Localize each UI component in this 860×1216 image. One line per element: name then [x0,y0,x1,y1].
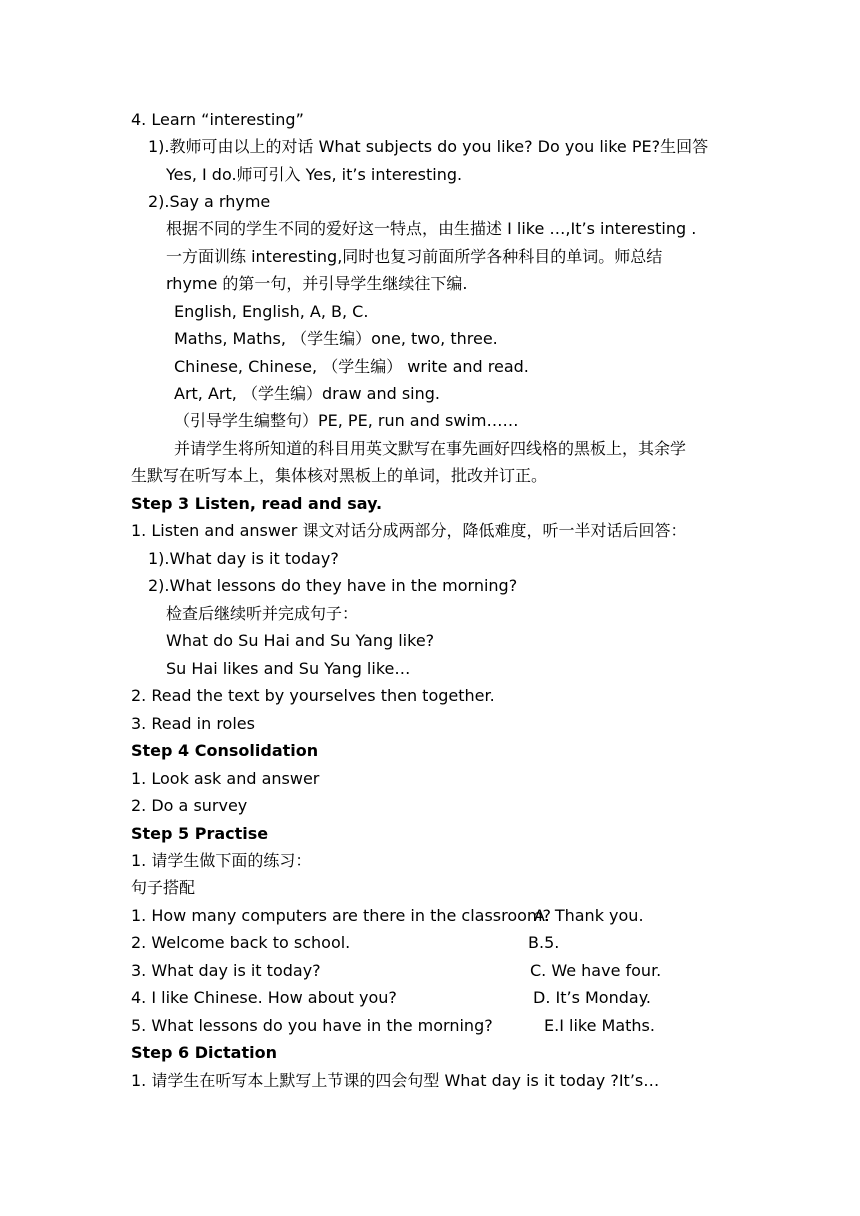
step-3-question-1: 1).What day is it today? [148,549,339,568]
step-4-item-1: 1. Look ask and answer [131,769,320,788]
step-5-heading: Step 5 Practise [131,824,269,843]
step-3-question-2: 2).What lessons do they have in the morning? [148,576,518,595]
step-5-label: 句子搭配 [131,878,196,897]
rhyme-line: English, English, A, B, C. [174,302,369,321]
step-4-heading: Step 4 Consolidation [131,741,319,760]
section-4-note-line-2: 生默写在听写本上，集体核对黑板上的单词，批改并订正。 [131,466,548,485]
section-4-point-2-line-2: 一方面训练 interesting,同时也复习前面所学各种科目的单词。师总结 [166,247,663,266]
section-4-note-line-1: 并请学生将所知道的科目用英文默写在事先画好四线格的黑板上，其余学 [174,439,687,458]
step-3-item-1: 1. Listen and answer 课文对话分成两部分，降低难度，听一半对话后回答： [131,521,687,540]
step-3-sentence-1: What do Su Hai and Su Yang like? [166,631,435,650]
section-4-heading: 4. Learn “interesting” [131,110,304,129]
step-6-heading: Step 6 Dictation [131,1043,277,1062]
rhyme-line: Art, Art, （学生编）draw and sing. [174,384,441,403]
step-5-item-1: 1. 请学生做下面的练习： [131,851,312,870]
step-3-item-2: 2. Read the text by yourselves then together. [131,686,495,705]
rhyme-line: Maths, Maths, （学生编）one, two, three. [174,329,498,348]
rhyme-line: （引导学生编整句）PE, PE, run and swim…… [174,411,519,430]
section-4-point-1-line-2: Yes, I do.师可引入 Yes, it’s interesting. [166,165,463,184]
step-6-item-1: 1. 请学生在听写本上默写上节课的四会句型 What day is it today ?It’s… [131,1071,660,1090]
matching-answer: C. We have four. [530,961,662,980]
matching-question: 3. What day is it today? [131,961,321,980]
matching-question: 4. I like Chinese. How about you? [131,988,397,1007]
section-4-point-2-line-3: rhyme 的第一句，并引导学生继续往下编. [166,274,468,293]
matching-question: 1. How many computers are there in the classroom? [131,906,552,925]
step-4-item-2: 2. Do a survey [131,796,248,815]
step-3-item-3: 3. Read in roles [131,714,255,733]
matching-question: 2. Welcome back to school. [131,933,351,952]
rhyme-line: Chinese, Chinese, （学生编） write and read. [174,357,529,376]
step-3-check: 检查后继续听并完成句子： [166,604,359,623]
matching-answer: A. Thank you. [534,906,644,925]
step-3-sentence-2: Su Hai likes and Su Yang like… [166,659,411,678]
matching-question: 5. What lessons do you have in the morning? [131,1016,493,1035]
matching-answer: D. It’s Monday. [533,988,651,1007]
step-3-heading: Step 3 Listen, read and say. [131,494,383,513]
section-4-point-2-line-1: 根据不同的学生不同的爱好这一特点，由生描述 I like …,It’s interesting . [166,219,697,238]
section-4-point-2-title: 2).Say a rhyme [148,192,271,211]
section-4-point-1-line-1: 1).教师可由以上的对话 What subjects do you like? Do you like PE?生回答 [148,137,709,156]
matching-answer: E.I like Maths. [544,1016,655,1035]
matching-answer: B.5. [528,933,560,952]
